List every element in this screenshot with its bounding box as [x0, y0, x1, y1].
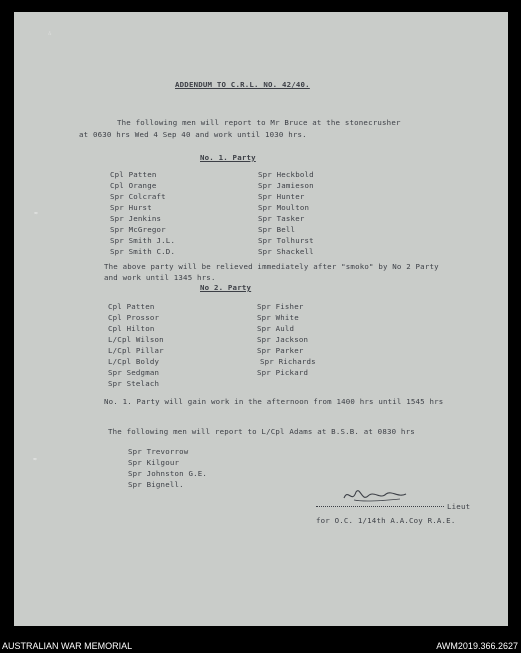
- margin-mark: ≈: [33, 456, 37, 463]
- list-item: Spr Bignell.: [128, 480, 184, 489]
- list-item: Spr Sedgman: [108, 368, 160, 377]
- list-item: Spr Tolhurst: [258, 236, 314, 245]
- list-item: Spr White: [257, 313, 299, 322]
- intro-line: The following men will report to Mr Bruce at the stonecrusher: [117, 118, 401, 127]
- footer-institution: AUSTRALIAN WAR MEMORIAL: [2, 641, 133, 651]
- signature-mark: [340, 484, 412, 506]
- list-item: Spr Heckbold: [258, 170, 314, 179]
- list-item: L/Cpl Boldy: [108, 357, 160, 366]
- list-item: Spr Auld: [257, 324, 295, 333]
- list-item: Spr Pickard: [257, 368, 309, 377]
- list-item: Cpl Orange: [110, 181, 157, 190]
- list-item: Spr Jenkins: [110, 214, 162, 223]
- list-item: Spr McGregor: [110, 225, 166, 234]
- list-item: Cpl Patten: [108, 302, 155, 311]
- list-item: Spr Trevorrow: [128, 447, 189, 456]
- list-item: L/Cpl Wilson: [108, 335, 164, 344]
- list-item: Spr Hurst: [110, 203, 152, 212]
- list-item: Spr Parker: [257, 346, 304, 355]
- relief-line: The above party will be relieved immediately after "smoko" by No 2 Party: [104, 262, 439, 271]
- afternoon-line: No. 1. Party will gain work in the afternoon from 1400 hrs until 1545 hrs: [104, 397, 444, 406]
- document-title: ADDENDUM TO C.R.L. NO. 42/40.: [175, 80, 310, 89]
- list-item: Spr Jackson: [257, 335, 309, 344]
- margin-mark: ≈: [34, 210, 38, 217]
- list-item: Cpl Patten: [110, 170, 157, 179]
- list-item: Spr Colcraft: [110, 192, 166, 201]
- list-item: Spr Hunter: [258, 192, 305, 201]
- signature-line: [316, 506, 444, 507]
- list-item: L/Cpl Pillar: [108, 346, 164, 355]
- list-item: Spr Stelach: [108, 379, 160, 388]
- list-item: Spr Fisher: [257, 302, 304, 311]
- list-item: Spr Moulton: [258, 203, 310, 212]
- party-1-heading: No. 1. Party: [200, 153, 256, 162]
- relief-line: and work until 1345 hrs.: [104, 273, 216, 282]
- list-item: Spr Bell: [258, 225, 296, 234]
- list-item: Spr Jamieson: [258, 181, 314, 190]
- list-item: Spr Smith J.L.: [110, 236, 176, 245]
- signatory-rank: Lieut: [447, 502, 471, 511]
- party-2-heading: No 2. Party: [200, 283, 252, 292]
- list-item: Cpl Prossor: [108, 313, 160, 322]
- footer-accession-number: AWM2019.366.2627: [436, 641, 518, 651]
- list-item: Spr Johnston G.E.: [128, 469, 208, 478]
- intro-line: at 0630 hrs Wed 4 Sep 40 and work until 1030 hrs.: [79, 130, 307, 139]
- signoff: for O.C. 1/14th A.A.Coy R.A.E.: [316, 516, 456, 525]
- list-item: Spr Tasker: [258, 214, 305, 223]
- list-item: Spr Richards: [260, 357, 316, 366]
- list-item: Spr Smith C.D.: [110, 247, 176, 256]
- list-item: Spr Shackell: [258, 247, 314, 256]
- list-item: Spr Kilgour: [128, 458, 180, 467]
- margin-mark: ∴: [48, 30, 52, 37]
- list-item: Cpl Hilton: [108, 324, 155, 333]
- following-line: The following men will report to L/Cpl Adams at B.S.B. at 0830 hrs: [108, 427, 415, 436]
